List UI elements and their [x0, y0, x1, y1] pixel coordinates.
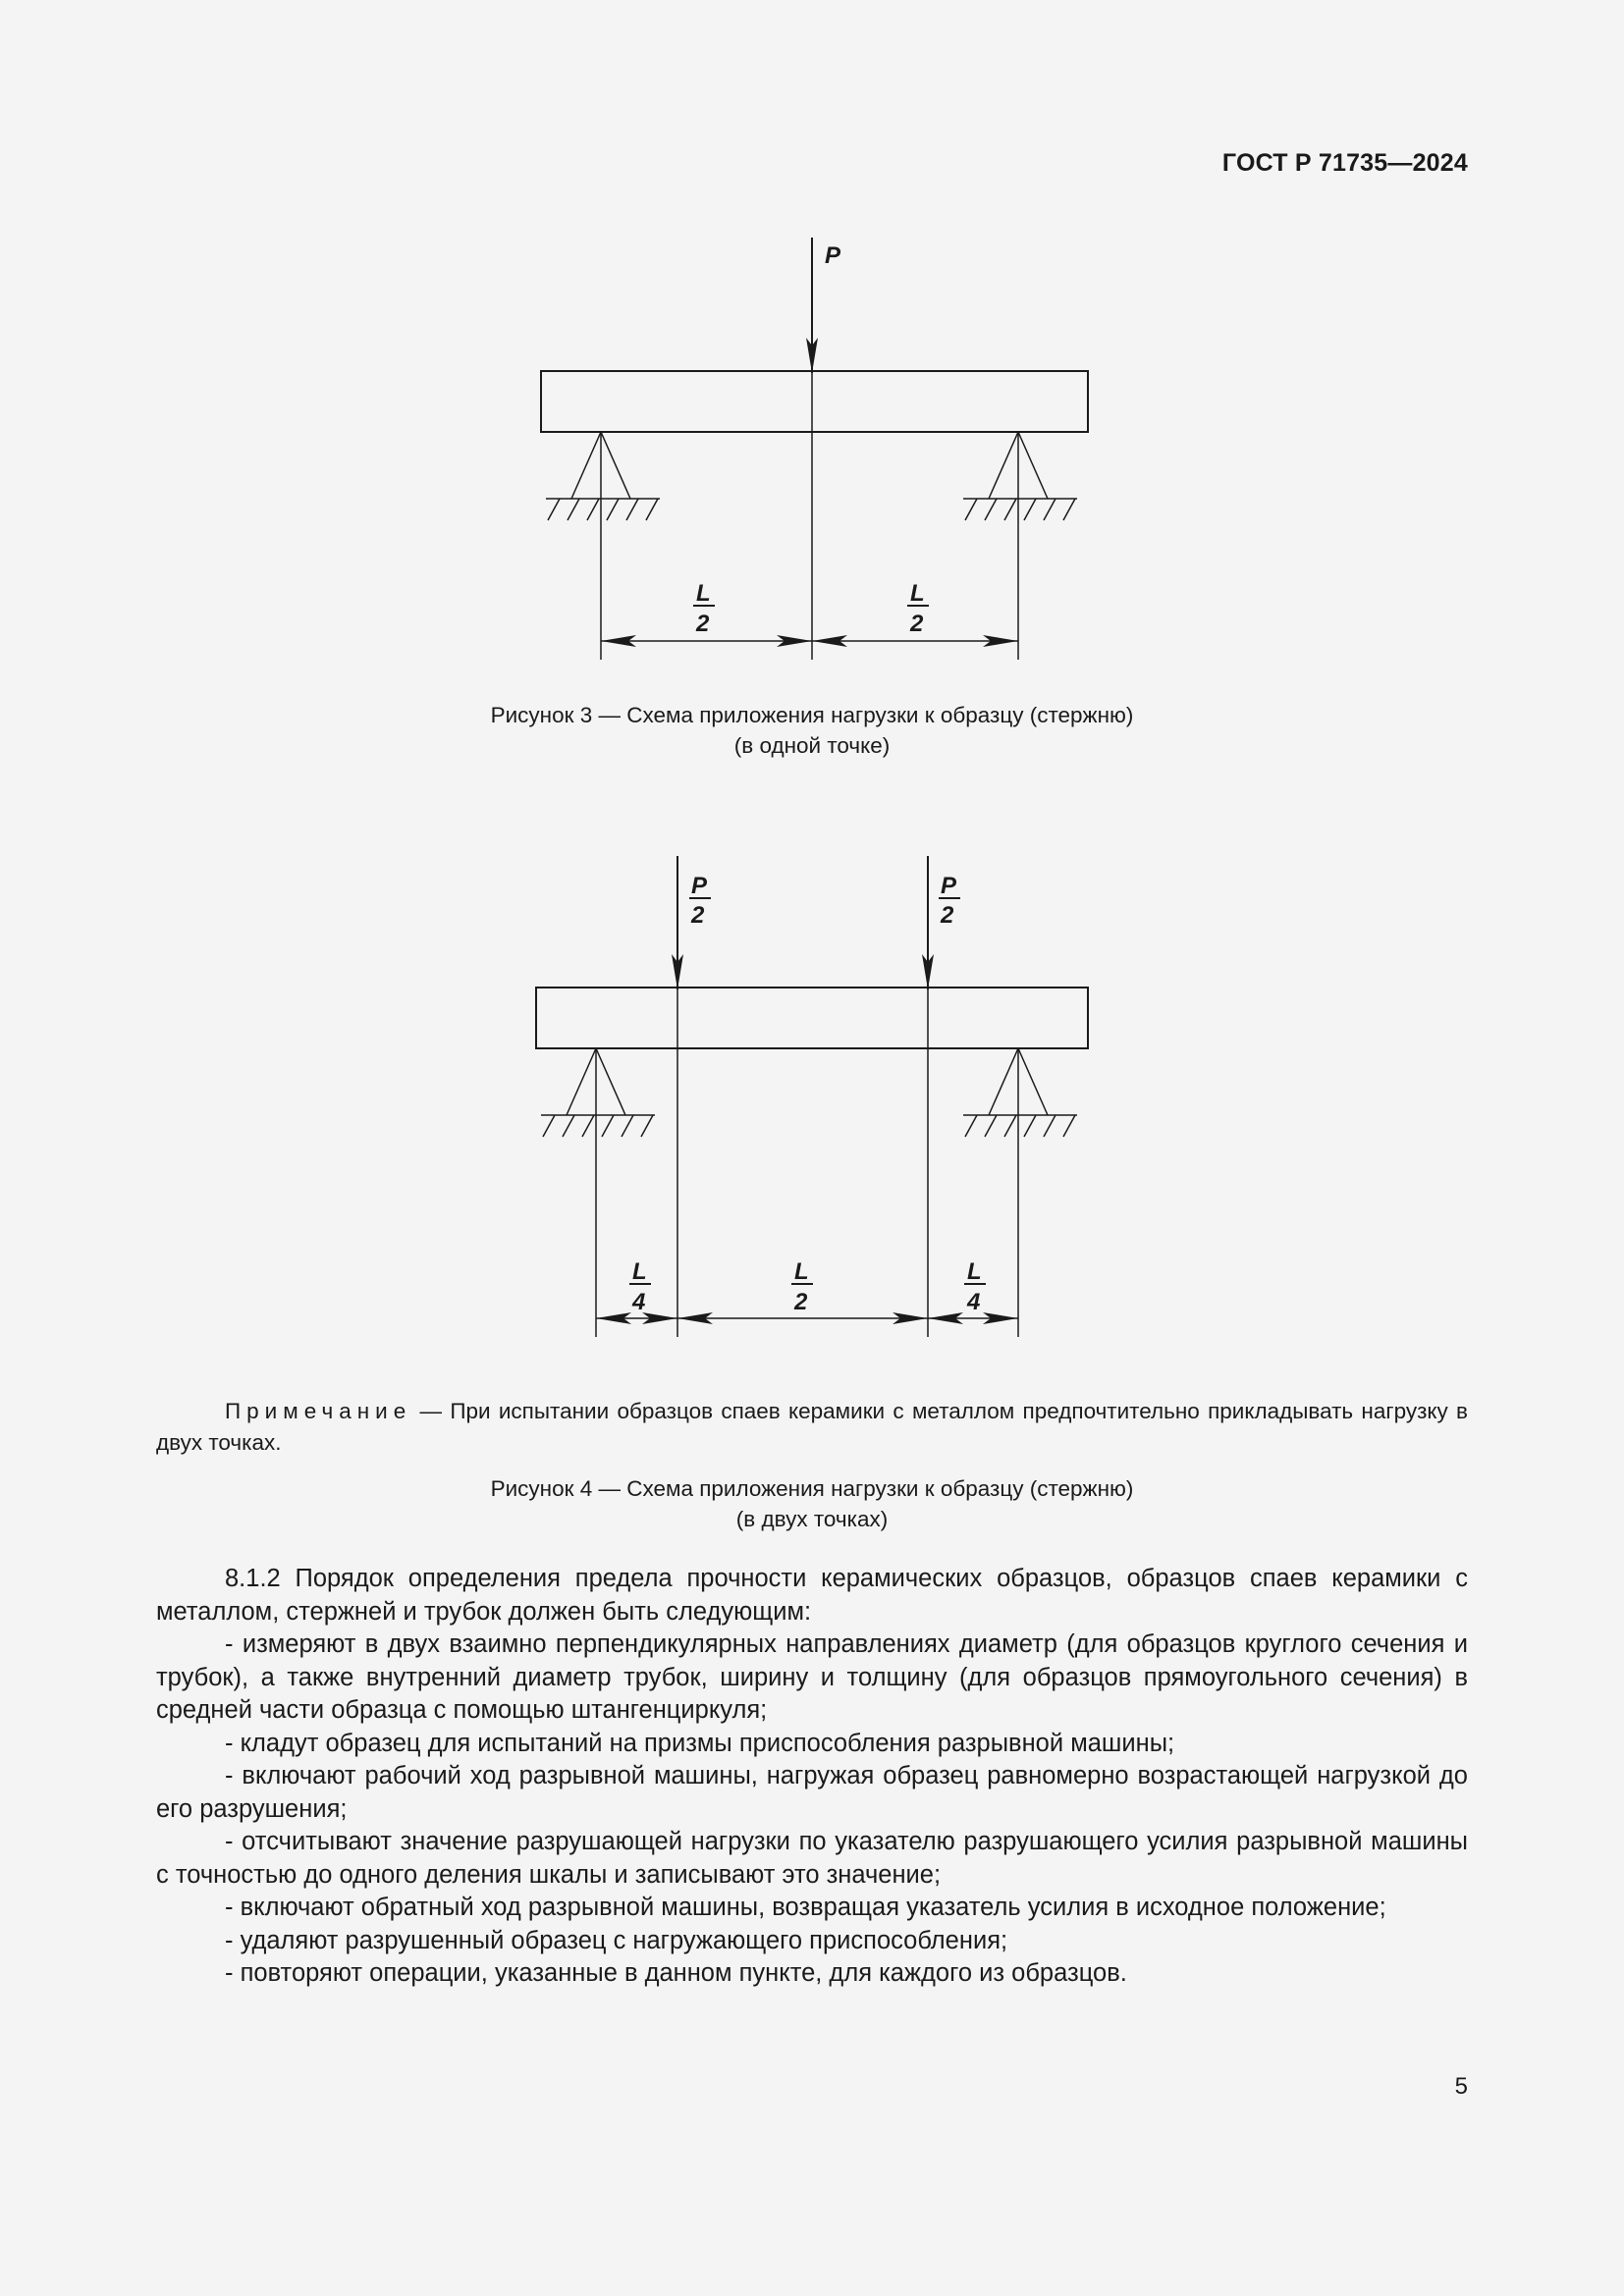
right-span-numerator: L	[967, 1258, 982, 1285]
figure-3-caption	[0, 700, 1624, 761]
list-item: - включают рабочий ход разрывной машины, нагружая образец равномерно возрастающей нагрузкой до его разрушения;	[156, 1762, 1468, 1823]
right-support	[963, 1048, 1077, 1337]
right-load-numerator: P	[941, 873, 957, 899]
figure-4-caption-line1: Рисунок 4 — Схема приложения нагрузки к образцу (стержню)	[490, 1476, 1134, 1501]
right-span-denominator: 4	[967, 1289, 981, 1315]
left-span-denominator: 4	[632, 1289, 646, 1315]
figure-3-caption-line1: Рисунок 3 — Схема приложения нагрузки к образцу (стержню)	[490, 703, 1134, 727]
right-load-denominator: 2	[941, 902, 954, 929]
figure-4-caption-line2: (в двух точках)	[735, 1507, 889, 1531]
beam	[536, 988, 1088, 1048]
left-span-denominator: 2	[696, 611, 710, 637]
page-number: 5	[1454, 2073, 1468, 2100]
figure-3-caption-line2: (в одной точке)	[733, 733, 891, 758]
body-text	[156, 1563, 1468, 1991]
note-label: Примечание	[225, 1399, 412, 1423]
left-span-numerator: L	[632, 1258, 647, 1285]
right-span-numerator: L	[910, 580, 925, 607]
figure-4-caption	[0, 1473, 1624, 1534]
document-code: ГОСТ Р 71735—2024	[1221, 149, 1468, 177]
list-item: - включают обратный ход разрывной машины, возвращая указатель усилия в исходное положение;	[225, 1894, 1386, 1921]
list-item: - измеряют в двух взаимно перпендикулярных направлениях диаметр (для образцов круглого сечения и трубок), а также внутренний диаметр трубок, ширину и толщину (для образцов прямоугольного сечения) в средней части образца с помощью штангенциркуля;	[156, 1630, 1468, 1724]
right-support	[963, 432, 1077, 660]
left-support	[546, 432, 660, 660]
middle-span-denominator: 2	[794, 1289, 808, 1315]
list-item: - отсчитывают значение разрушающей нагрузки по указателю разрушающего усилия разрывной машины с точностью до одного деления шкалы и записывают это значение;	[156, 1828, 1468, 1889]
figure-3-diagram	[0, 226, 1624, 677]
middle-span-numerator: L	[794, 1258, 809, 1285]
load-label: P	[825, 242, 841, 269]
right-span-denominator: 2	[910, 611, 924, 637]
paragraph: 8.1.2 Порядок определения предела прочности керамических образцов, образцов спаев керамики с металлом, стержней и трубок должен быть следующим:	[156, 1565, 1468, 1626]
beam	[541, 371, 1088, 432]
note-text: — При испытании образцов спаев керамики с металлом предпочтительно прикладывать нагрузку в двух точках.	[156, 1399, 1468, 1455]
left-span-numerator: L	[696, 580, 711, 607]
figure-4-note	[156, 1396, 1468, 1459]
list-item: - кладут образец для испытаний на призмы приспособления разрывной машины;	[225, 1729, 1175, 1757]
list-item: - удаляют разрушенный образец с нагружающего приспособления;	[225, 1926, 1008, 1954]
figure-4-diagram	[0, 844, 1624, 1355]
list-item: - повторяют операции, указанные в данном пункте, для каждого из образцов.	[225, 1959, 1127, 1987]
left-load-numerator: P	[691, 873, 708, 899]
left-load-denominator: 2	[691, 902, 705, 929]
